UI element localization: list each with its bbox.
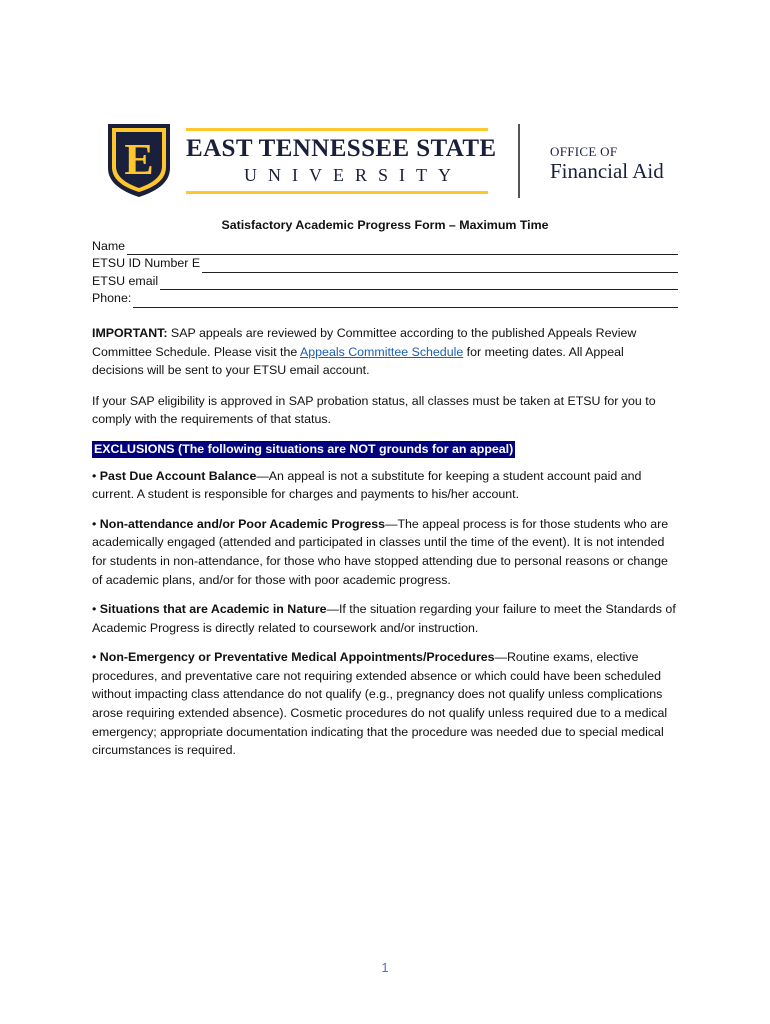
exclusion-title: Past Due Account Balance [99,468,257,483]
logo-letter: E [124,135,154,184]
phone-field [92,290,678,308]
phone-input-line[interactable] [133,294,678,308]
gold-rule-top [186,128,488,131]
exclusion-item [92,467,678,504]
phone-label: Phone: [92,291,132,306]
gold-rule-bottom [186,191,488,194]
id-number-input-line[interactable] [202,259,678,273]
exclusion-item [92,515,678,589]
bullet-mark: • [92,516,97,531]
header-divider [518,124,520,198]
office-name [550,144,664,183]
bullet-mark: • [92,468,97,483]
exclusion-text: —The appeal process is for those students who are academically engaged (attended and participated in classes until the time of the event). It is not intended for students in non-attendance, for those who have stopped attending due to personal reasons or change of academic plans, and/or for those with poor academic progress. [92,516,669,587]
exclusions-heading: EXCLUSIONS (The following situations are NOT grounds for an appeal) [94,441,514,456]
page-number: 1 [381,960,389,975]
exclusion-text: —If the situation regarding your failure to meet the Standards of Academic Progress is directly related to coursework and/or instruction. [92,602,676,635]
exclusion-text: —An appeal is not a substitute for keeping a student account paid and current. A student is responsible for charges and payments to his/her account. [92,468,642,502]
important-text-before: SAP appeals are reviewed by Committee according to the published Appeals Review Committee Schedule. Please visit the [92,325,637,359]
bullet-mark: • [92,602,97,617]
etsu-header [106,122,686,202]
exclusion-title: Situations that are Academic in Nature [99,602,327,617]
etsu-shield-logo [106,122,172,198]
office-label: OFFICE OF [550,144,618,159]
important-text-after: for meeting dates. All Appeal decisions will be sent to your ETSU email account. [92,344,624,378]
exclusion-item [92,648,678,760]
probation-paragraph: If your SAP eligibility is approved in SAP probation status, all classes must be taken at ETSU for you to comply with the requirements of that status. [92,393,656,427]
exclusion-title: Non-Emergency or Preventative Medical Appointments/Procedures [99,650,495,665]
id-number-field [92,255,678,273]
name-input-line[interactable] [127,241,678,255]
important-label: IMPORTANT: [92,325,168,340]
email-input-line[interactable] [160,276,678,290]
form-body [92,216,678,760]
university-name: EAST TENNESSEE STATE [186,135,497,162]
email-field [92,273,678,291]
university-subtitle: UNIVERSITY [244,165,462,185]
appeals-schedule-link[interactable]: Appeals Committee Schedule [300,344,464,359]
email-label: ETSU email [92,273,159,288]
exclusion-title: Non-attendance and/or Poor Academic Progress [99,516,386,531]
important-paragraph [92,324,678,380]
exclusion-item [92,600,678,637]
name-field [92,238,678,256]
id-number-label: ETSU ID Number E [92,256,201,271]
office-department: Financial Aid [550,159,664,183]
bullet-mark: • [92,650,97,665]
university-wordmark [186,128,497,194]
form-title: Satisfactory Academic Progress Form – Maximum Time [221,218,549,232]
exclusion-text: —Routine exams, elective procedures, and preventative care not requiring extended absence or which could have been scheduled without impacting class attendance do not qualify (e.g., pregnancy does not qualify unless complications arose requiring extended absence). Cosmetic procedures do not qualify unless required due to a medical emergency; appropriate documentation indicating that the procedure was needed due to special medical circumstances is required. [92,650,668,758]
name-label: Name [92,238,126,253]
